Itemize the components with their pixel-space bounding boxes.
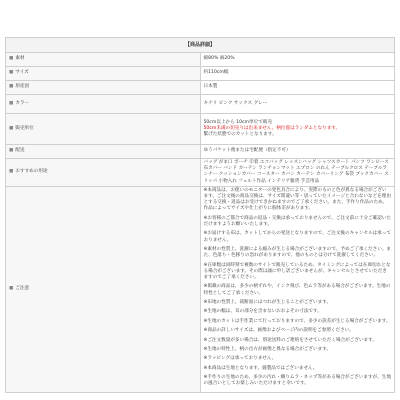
label-delivery: 配送 (15, 148, 25, 154)
row-usage (6, 159, 395, 187)
table-title: 【商品詳細】 (6, 38, 395, 53)
note-paragraph: ※布地の性質上、裁断面にほつれが生じることがございます。 (203, 299, 332, 305)
value-origin: 日本製 (200, 81, 395, 95)
note-paragraph: ※掲載の商品は、多少の柄ずれや、インク飛び、色ムラ等がある場合がございます。生地の特性としてご了承ください。 (203, 284, 391, 296)
row-material (6, 53, 395, 67)
note-paragraph: ※本商品は生地となります。縫製品ではございません。 (203, 365, 318, 371)
value-material: 綿80% 麻20% (200, 53, 395, 67)
note-paragraph: ※本商品は、お使いのモニターの発色具合により、実際のものと色が異なる場合がございます。ご注文後の商品交換は、サイズ間違い等・思っていたイメージと合わないなどを理由とする交換・返品はお受けできかねますのでご了承ください。また、手作り作品のため、作品によってサイズや仕上がりに個体差があります。 (203, 187, 391, 212)
notes-content (200, 186, 395, 392)
value-delivery: ゆうパケット便または宅配便（指定不可） (200, 145, 395, 159)
value-usage: バッグ がま口 ポーチ 巾着 エコバッグ レッスンバッグ シャツスカート パンツ ワンピース 布カバー バンド カーテン ランチョンマット エプロン のれん テーブルクロス テーブルランナー クッションカバー コースター カバン カーテン カバーリング 布袋 ブックカバー スリッパ 小物入れ フェルト作品 インテリア雑貨 手芸用品 (200, 159, 395, 187)
label-notes: ご注意 (15, 286, 30, 292)
bullet-icon: ■ (9, 286, 14, 292)
row-color (6, 95, 395, 114)
note-paragraph: ※生地の特性上、柄の出方が画像と異なる場合がございます。 (203, 346, 332, 352)
row-sale-unit (6, 114, 395, 145)
note-paragraph: ※在庫数は同時刻で複数のサイトで販売しているため、タイミングによっては在庫切れとなる場合がございます。その際は誠に申し訳ございませんが、キャンセルとさせていただきますのでご了承ください。 (203, 262, 391, 280)
note-paragraph: ※お客様のご都合で商品の返品・交換は承っておりませんので、ご注文前に十分ご確認いただけますようお願いいたします。 (203, 215, 392, 228)
note-paragraph: ※生地のカットは手作業にて行っておりますので、多少の誤差が生じる場合がございます。 (203, 318, 391, 324)
bullet-icon: ■ (9, 148, 14, 154)
note-paragraph: ※生地の幅は、耳の部分を含まないおおよその寸法です。 (203, 309, 322, 315)
row-origin (6, 81, 395, 95)
bullet-icon: ■ (9, 125, 14, 131)
note-paragraph: ※素材の性質上、洗濯による縮みが生じる場合がございますので、予めご了承ください。また、色落ち・色移りの恐れがありますので、他のものとは分けて洗濯してください。 (203, 247, 392, 259)
note-paragraph: ※お届けする布は、カットしてからの発送となりますので、ご注文後のキャンセルは承っておりません。 (203, 231, 391, 243)
label-color: カラー (15, 100, 30, 106)
product-details-table (5, 37, 395, 393)
row-notes (6, 186, 395, 392)
sale-line-3: 繋げた状態でのカットとなります。 (203, 132, 277, 138)
label-origin: 原産国 (15, 84, 30, 90)
note-paragraph: ※商品の詳しいサイズは、画像およびページ内の説明をご参照ください。 (203, 328, 354, 334)
note-paragraph: ※ラッピングは承っておりません。 (203, 356, 277, 362)
product-details-table-container (5, 37, 395, 393)
row-delivery (6, 145, 395, 159)
value-color: キナリ ピンク サックス グレー (200, 95, 395, 114)
bullet-icon: ■ (9, 70, 14, 76)
note-paragraph: ※ご注文数量が多い場合は、別途送料のご連絡をさせていただく場合がございます。 (203, 337, 377, 343)
bullet-icon: ■ (9, 84, 14, 90)
bullet-icon: ■ (9, 169, 14, 175)
bullet-icon: ■ (9, 56, 14, 62)
bullet-icon: ■ (9, 100, 14, 106)
label-material: 素材 (15, 56, 25, 62)
sale-line-2: 50cm未満の切売りは出来ません。柄位置はランダムとなります。 (203, 125, 341, 131)
row-size (6, 67, 395, 81)
label-size: サイズ (15, 70, 29, 76)
note-paragraph: ※手作りの生地のため、多少の汚れ・織りムラ・ネップ等がある場合がございますが、生地の風合いとしてお楽しみいただけますと幸いです。 (203, 375, 391, 387)
label-sale-unit: 販売単位 (15, 125, 34, 131)
sale-line-1: 50cm以上から 10cm単位で販売 (203, 119, 272, 125)
value-size: 約110cm幅 (200, 67, 395, 81)
label-usage: おすすめの用途 (15, 169, 48, 175)
